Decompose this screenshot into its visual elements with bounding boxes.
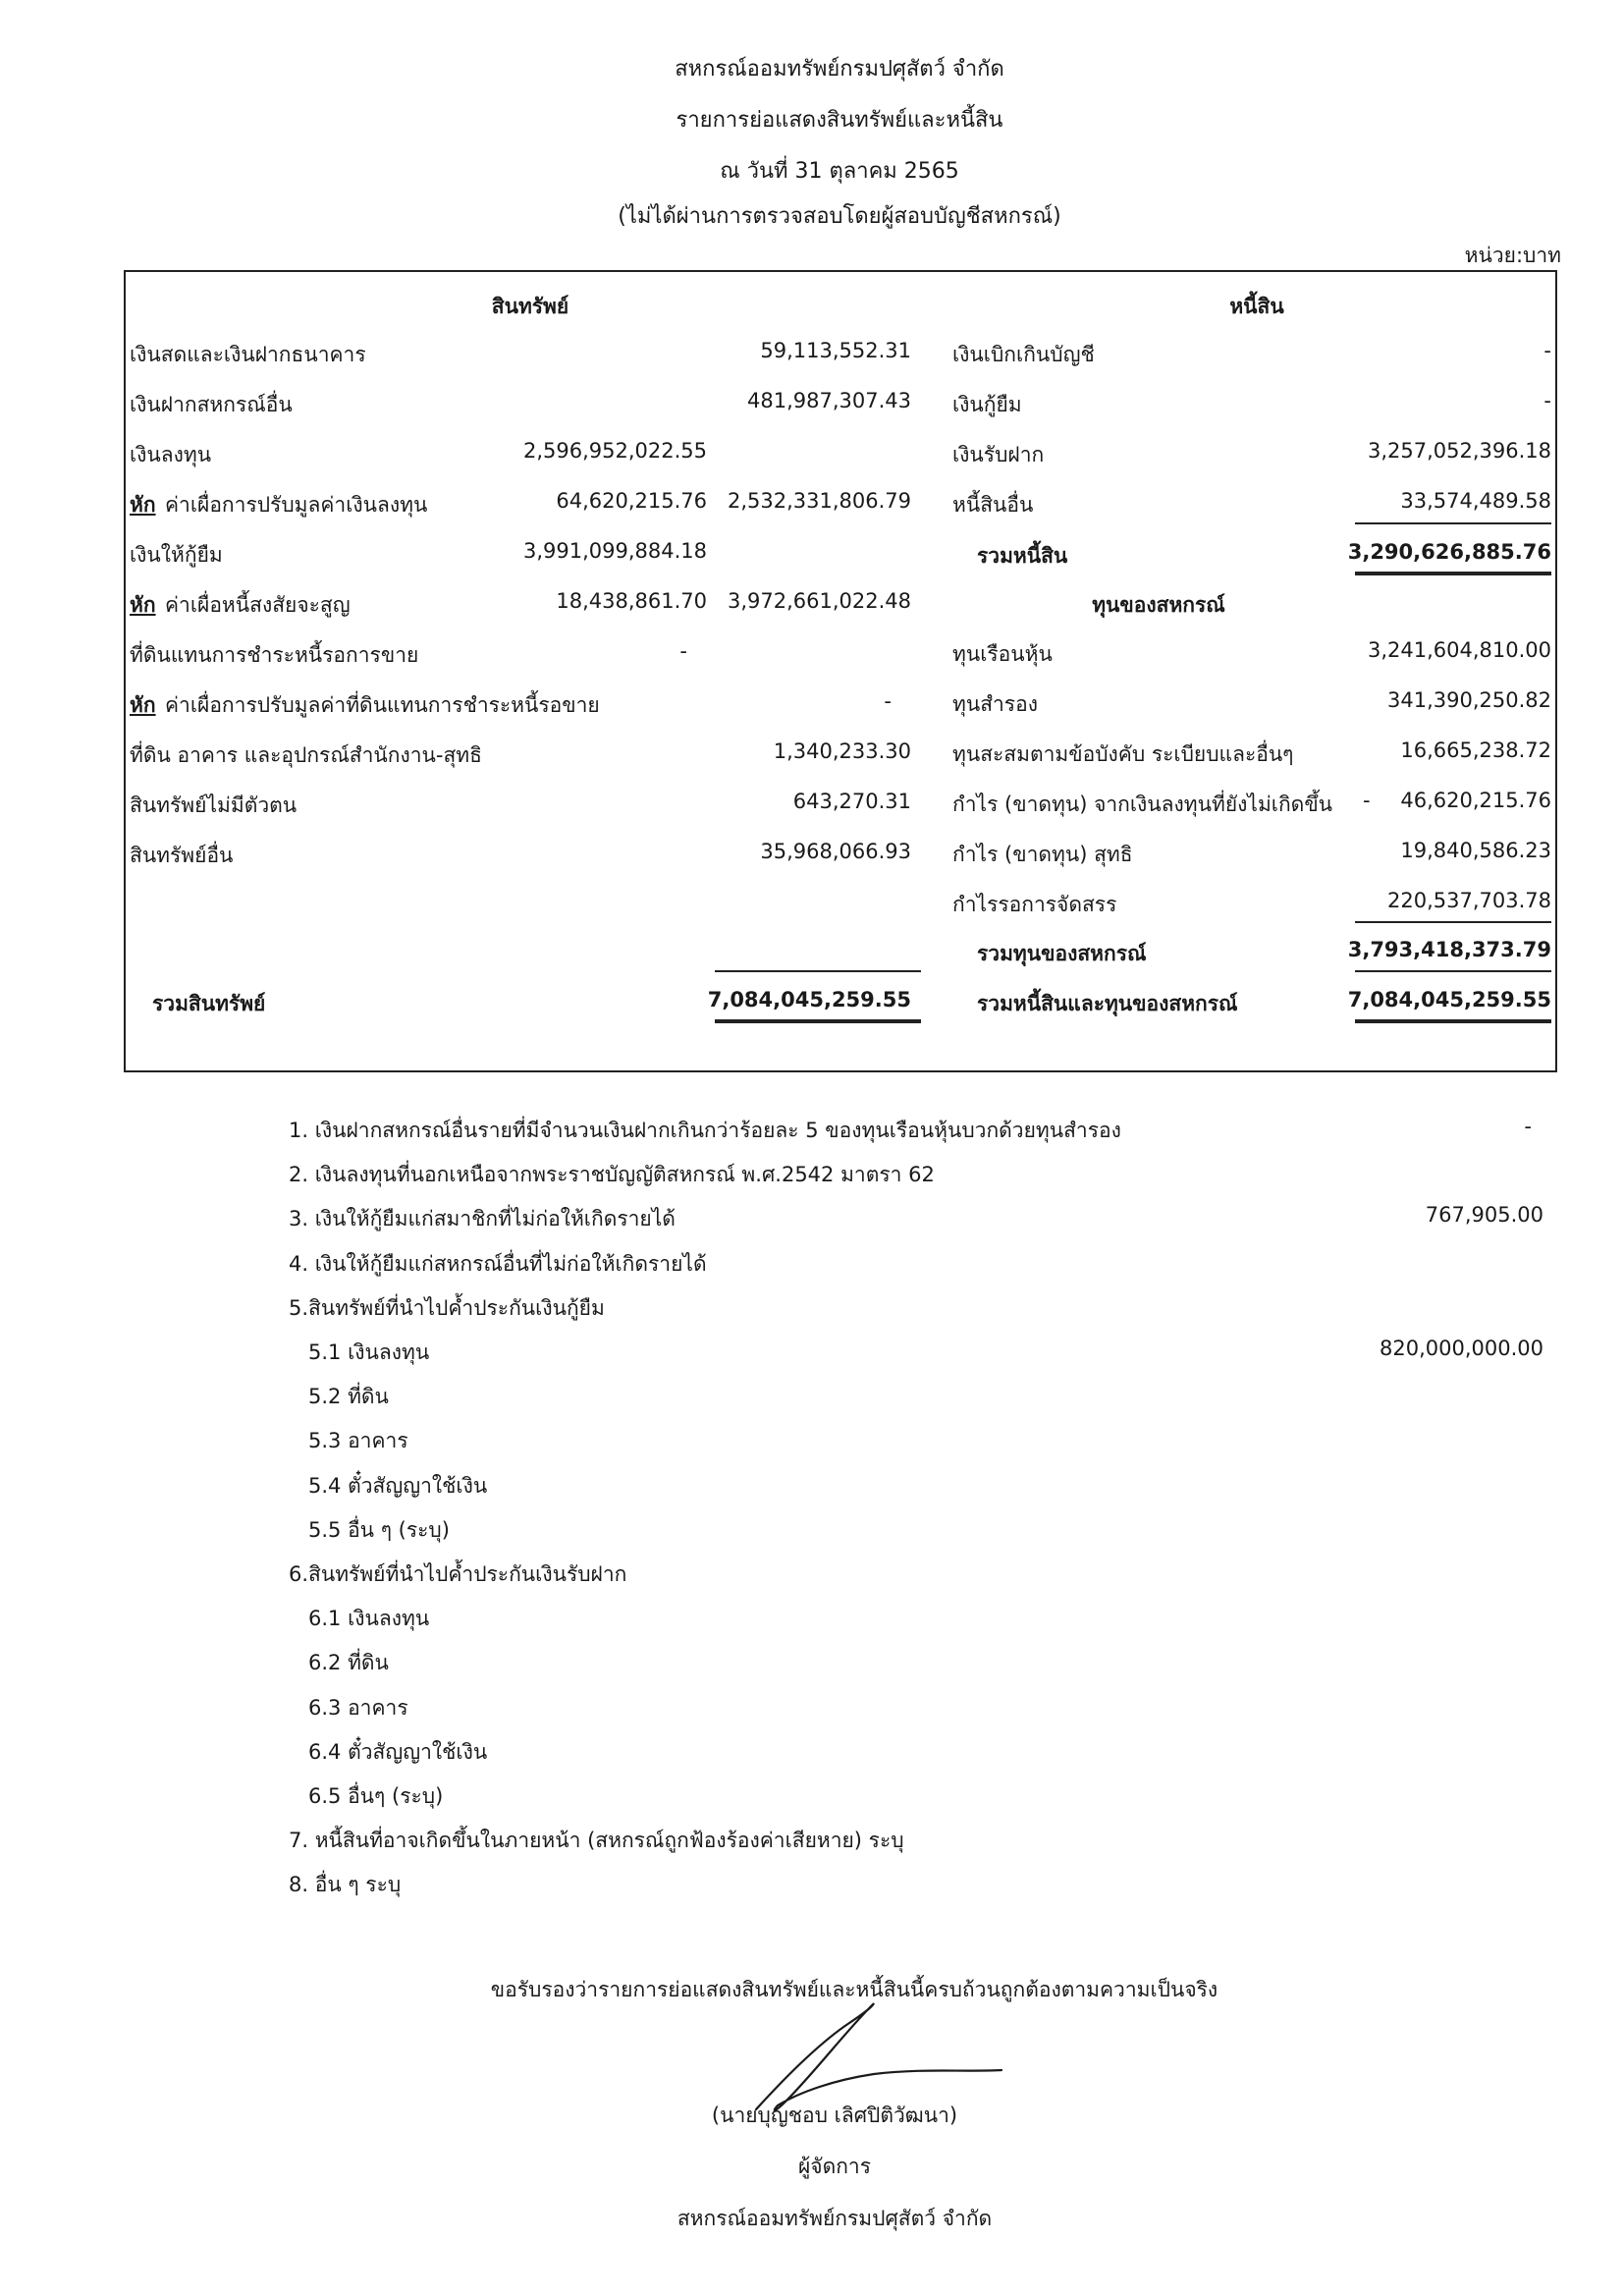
grand-total-double-rule (1355, 1019, 1551, 1023)
asset-prefix-less: หัก (130, 593, 156, 617)
note-item: 4. เงินให้กู้ยืมแก่สหกรณ์อื่นที่ไม่ก่อให้เกิดรายได้ (289, 1252, 707, 1276)
asset-value: 2,532,331,806.79 (727, 489, 911, 513)
liabilities-total-rule (1355, 522, 1551, 524)
asset-label: ค่าเผื่อการปรับมูลค่าเงินลงทุน (165, 493, 428, 517)
assets-heading: สินทรัพย์ (491, 295, 569, 318)
equity-value: 19,840,586.23 (1400, 839, 1551, 862)
asset-subvalue: - (679, 639, 687, 663)
note-value: 767,905.00 (1425, 1203, 1543, 1227)
asset-prefix-less: หัก (130, 493, 156, 517)
asset-label: ค่าเผื่อการปรับมูลค่าที่ดินแทนการชำระหนี้รอขาย (165, 693, 600, 717)
equity-value: 46,620,215.76 (1400, 789, 1551, 812)
liabilities-heading: หนี้สิน (1229, 295, 1284, 318)
equity-value: 16,665,238.72 (1400, 738, 1551, 762)
liability-value: 3,257,052,396.18 (1367, 439, 1551, 463)
liability-value: - (1543, 339, 1551, 362)
liabilities-total-value: 3,290,626,885.76 (1347, 540, 1551, 564)
equity-total-label: รวมทุนของสหกรณ์ (977, 942, 1147, 965)
certification-text: ขอรับรองว่ารายการย่อแสดงสินทรัพย์และหนี้สินนี้ครบถ้วนถูกต้องตามความเป็นจริง (490, 1978, 1218, 2001)
assets-total-rule (715, 970, 921, 972)
signatory-org: สหกรณ์ออมทรัพย์กรมปศุสัตว์ จำกัด (677, 2207, 993, 2230)
liability-label: เงินกู้ยืม (952, 393, 1022, 416)
equity-value: 341,390,250.82 (1387, 688, 1551, 712)
liability-label: เงินเบิกเกินบัญชี (952, 343, 1095, 366)
liabilities-total-double-rule (1355, 572, 1551, 575)
note-item: 7. หนี้สินที่อาจเกิดขึ้นในภายหน้า (สหกรณ์ถูกฟ้องร้องค่าเสียหาย) ระบุ (289, 1829, 904, 1852)
equity-label: ทุนสำรอง (952, 692, 1038, 716)
note-item: 6.5 อื่นๆ (ระบุ) (308, 1784, 444, 1808)
signatory-position: ผู้จัดการ (797, 2155, 872, 2178)
equity-label: ทุนเรือนหุ้น (952, 642, 1053, 666)
assets-total-value: 7,084,045,259.55 (707, 988, 911, 1011)
liability-label: เงินรับฝาก (952, 443, 1045, 466)
liability-value: 33,574,489.58 (1400, 489, 1551, 513)
org-name: สหกรณ์ออมทรัพย์กรมปศุสัตว์ จำกัด (675, 57, 1004, 82)
asset-subvalue: 64,620,215.76 (556, 489, 707, 513)
equity-label: กำไรรอการจัดสรร (952, 893, 1117, 916)
note-item: 5.3 อาคาร (308, 1429, 408, 1452)
note-item: 6.2 ที่ดิน (308, 1651, 389, 1674)
asset-subvalue: 3,991,099,884.18 (522, 539, 707, 563)
asset-value: 643,270.31 (792, 790, 911, 813)
note-item: 8. อื่น ๆ ระบุ (289, 1873, 402, 1896)
liability-label: หนี้สินอื่น (952, 493, 1034, 517)
note-item: 1. เงินฝากสหกรณ์อื่นรายที่มีจำนวนเงินฝากเกินกว่าร้อยละ 5 ของทุนเรือนหุ้นบวกด้วยทุนสำรอง (289, 1119, 1121, 1142)
asset-subvalue: 18,438,861.70 (556, 589, 707, 613)
report-date: ณ วันที่ 31 ตุลาคม 2565 (720, 159, 959, 184)
signatory-name: (นายบุญชอบ เลิศปิติวัฒนา) (711, 2104, 958, 2127)
equity-heading: ทุนของสหกรณ์ (1092, 593, 1225, 617)
equity-label: กำไร (ขาดทุน) จากเงินลงทุนที่ยังไม่เกิดขึ้น (952, 793, 1333, 816)
liabilities-total-label: รวมหนี้สิน (977, 544, 1068, 568)
note-item: 5.สินทรัพย์ที่นำไปค้ำประกันเงินกู้ยืม (289, 1296, 605, 1320)
liability-value: - (1543, 389, 1551, 412)
asset-value: 35,968,066.93 (760, 840, 911, 863)
note-item: 5.2 ที่ดิน (308, 1385, 389, 1408)
equity-total-rule (1355, 921, 1551, 923)
note-item: 6.4 ตั๋วสัญญาใช้เงิน (308, 1740, 488, 1764)
note-item: 6.สินทรัพย์ที่นำไปค้ำประกันเงินรับฝาก (289, 1562, 627, 1586)
asset-label: เงินสดและเงินฝากธนาคาร (130, 343, 366, 366)
note-item: 6.3 อาคาร (308, 1696, 408, 1720)
audit-note: (ไม่ได้ผ่านการตรวจสอบโดยผู้สอบบัญชีสหกรณ์) (618, 204, 1061, 229)
equity-label: กำไร (ขาดทุน) สุทธิ (952, 843, 1133, 866)
asset-label: สินทรัพย์ไม่มีตัวตน (130, 793, 298, 817)
asset-label: ที่ดิน อาคาร และอุปกรณ์สำนักงาน-สุทธิ (130, 743, 482, 767)
equity-label: ทุนสะสมตามข้อบังคับ ระเบียบและอื่นๆ (952, 742, 1294, 766)
asset-label: เงินให้กู้ยืม (130, 543, 223, 567)
unit-label: หน่วย:บาท (1464, 244, 1561, 267)
asset-value: 481,987,307.43 (747, 389, 911, 412)
asset-label: เงินฝากสหกรณ์อื่น (130, 393, 293, 416)
asset-subvalue: 2,596,952,022.55 (522, 439, 707, 463)
asset-value: 1,340,233.30 (773, 739, 911, 763)
grand-total-rule (1355, 970, 1551, 972)
equity-total-value: 3,793,418,373.79 (1347, 938, 1551, 961)
equity-value: 3,241,604,810.00 (1367, 638, 1551, 662)
equity-value: 220,537,703.78 (1387, 889, 1551, 912)
asset-label: ค่าเผื่อหนี้สงสัยจะสูญ (165, 593, 351, 617)
document-title: รายการย่อแสดงสินทรัพย์และหนี้สิน (676, 108, 1003, 133)
asset-value: - (884, 689, 892, 713)
assets-total-label: รวมสินทรัพย์ (152, 992, 266, 1015)
note-item: 3. เงินให้กู้ยืมแก่สมาชิกที่ไม่ก่อให้เกิดรายได้ (289, 1207, 676, 1230)
note-item: 5.4 ตั๋วสัญญาใช้เงิน (308, 1474, 488, 1498)
equity-sign: - (1363, 789, 1371, 812)
asset-prefix-less: หัก (130, 693, 156, 717)
assets-total-double-rule (715, 1019, 921, 1023)
asset-value: 3,972,661,022.48 (727, 589, 911, 613)
note-value: 820,000,000.00 (1380, 1337, 1543, 1360)
grand-total-label: รวมหนี้สินและทุนของสหกรณ์ (977, 992, 1238, 1015)
asset-label: เงินลงทุน (130, 443, 212, 466)
note-item: 5.5 อื่น ๆ (ระบุ) (308, 1518, 450, 1542)
note-item: 2. เงินลงทุนที่นอกเหนือจากพระราชบัญญัติสหกรณ์ พ.ศ.2542 มาตรา 62 (289, 1163, 935, 1186)
asset-label: ที่ดินแทนการชำระหนี้รอการขาย (130, 643, 419, 667)
grand-total-value: 7,084,045,259.55 (1347, 988, 1551, 1011)
note-item: 6.1 เงินลงทุน (308, 1607, 430, 1630)
asset-value: 59,113,552.31 (760, 339, 911, 362)
note-value: - (1524, 1115, 1532, 1138)
note-item: 5.1 เงินลงทุน (308, 1340, 430, 1364)
asset-label: สินทรัพย์อื่น (130, 844, 234, 867)
